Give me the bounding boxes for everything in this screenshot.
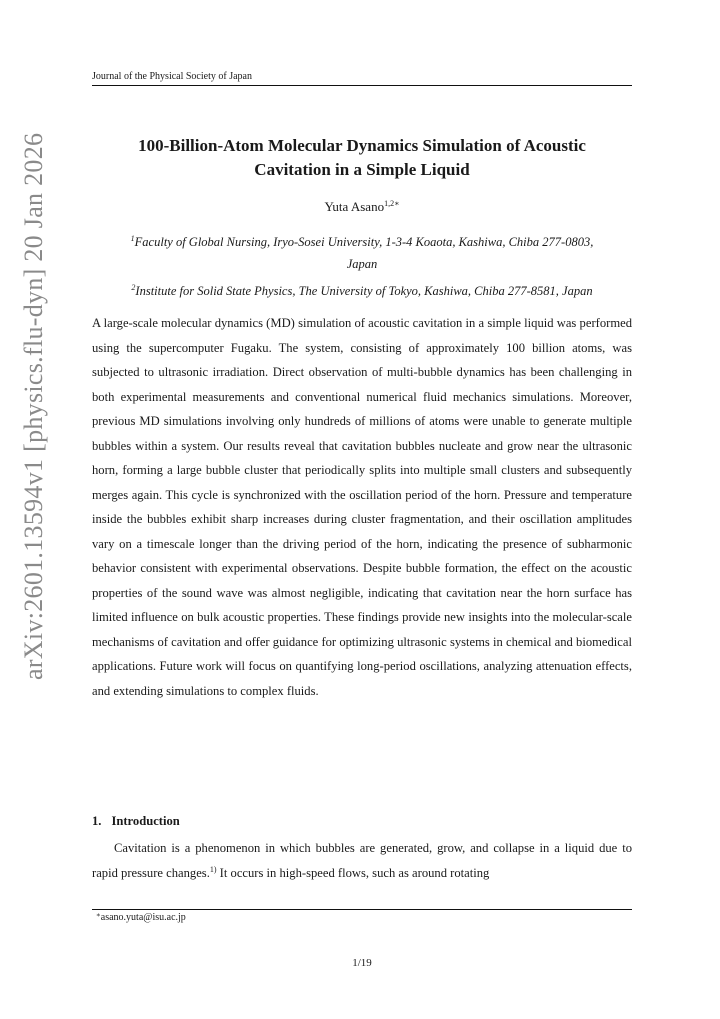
footnote	[96, 912, 186, 923]
affiliation-2	[92, 280, 632, 302]
journal-name: Journal of the Physical Society of Japan	[92, 71, 252, 82]
author-name: Yuta Asano	[324, 199, 385, 214]
intro-text-2: It occurs in high-speed flows, such as around rotating	[216, 865, 490, 880]
section-number: 1.	[92, 814, 102, 828]
affiliation-2-mark: 2	[131, 283, 136, 292]
author-affiliation-marks: 1,2∗	[384, 199, 400, 208]
title-line-1: 100-Billion-Atom Molecular Dynamics Simulation of Acoustic	[138, 136, 586, 155]
page-number: 1/19	[352, 957, 372, 969]
title-line-2: Cavitation in a Simple Liquid	[254, 160, 470, 179]
paper-title	[92, 134, 632, 182]
arxiv-identifier-stamp: arXiv:2601.13594v1 [physics.flu-dyn] 20 Jan 2026	[19, 132, 48, 680]
affiliation-1-line-2: Japan	[346, 257, 378, 271]
affiliation-1	[92, 231, 632, 275]
corresponding-email[interactable]: asano.yuta@isu.ac.jp	[100, 912, 186, 923]
affiliation-2-text: Institute for Solid State Physics, The University of Tokyo, Kashiwa, Chiba 277-8581, Japan	[135, 284, 593, 298]
reference-1-link[interactable]: 1)	[209, 864, 217, 874]
footnote-mark: ∗	[96, 911, 101, 919]
section-heading	[92, 814, 180, 829]
abstract: A large-scale molecular dynamics (MD) simulation of acoustic cavitation in a simple liquid was performed using the supercomputer Fugaku. The system, consisting of approximately 100 billion atoms, was subjected to ultrasonic irradiation. Direct observation of multi-bubble dynamics has been challenging in both experimental measurements and conventional numerical fluid mechanics simulations. Moreover, previous MD simulations involving only hundreds of millions of atoms were unable to generate multiple bubbles within a system. Our results reveal that cavitation bubbles nucleate and grow near the ultrasonic horn, forming a large bubble cluster that periodically splits into multiple small clusters and subsequently merges again. This cycle is synchronized with the oscillation period of the horn. Pressure and temperature inside the bubbles exhibit sharp increases during cluster fragmentation, and their oscillation amplitudes vary on a timescale longer than the driving period of the horn, indicating the presence of subharmonic behavior consistent with experimental observations. Despite bubble formation, the effect on the acoustic properties of the sound wave was almost negligible, indicating that cavitation near the horn surface has limited influence on bulk acoustic properties. These findings provide new insights into the molecular-scale mechanisms of cavitation and offer guidance for optimizing ultrasonic systems in chemical and biomedical applications. Future work will focus on quantifying long-period oscillations, analyzing attenuation effects, and extending simulations to complex fluids.	[92, 316, 632, 698]
introduction-paragraph	[92, 836, 632, 885]
affiliation-1-line-1: Faculty of Global Nursing, Iryo-Sosei University, 1-3-4 Koaota, Kashiwa, Chiba 277-0803,	[134, 235, 594, 249]
intro-text-1: Cavitation is a phenomenon in which bubbles are generated, grow, and collapse in a liquid due to rapid pressure changes.	[92, 841, 632, 880]
header-rule	[92, 85, 632, 86]
author	[92, 199, 632, 215]
footnote-rule	[92, 909, 632, 910]
affiliation-1-mark: 1	[130, 234, 135, 243]
section-title: Introduction	[111, 814, 180, 828]
